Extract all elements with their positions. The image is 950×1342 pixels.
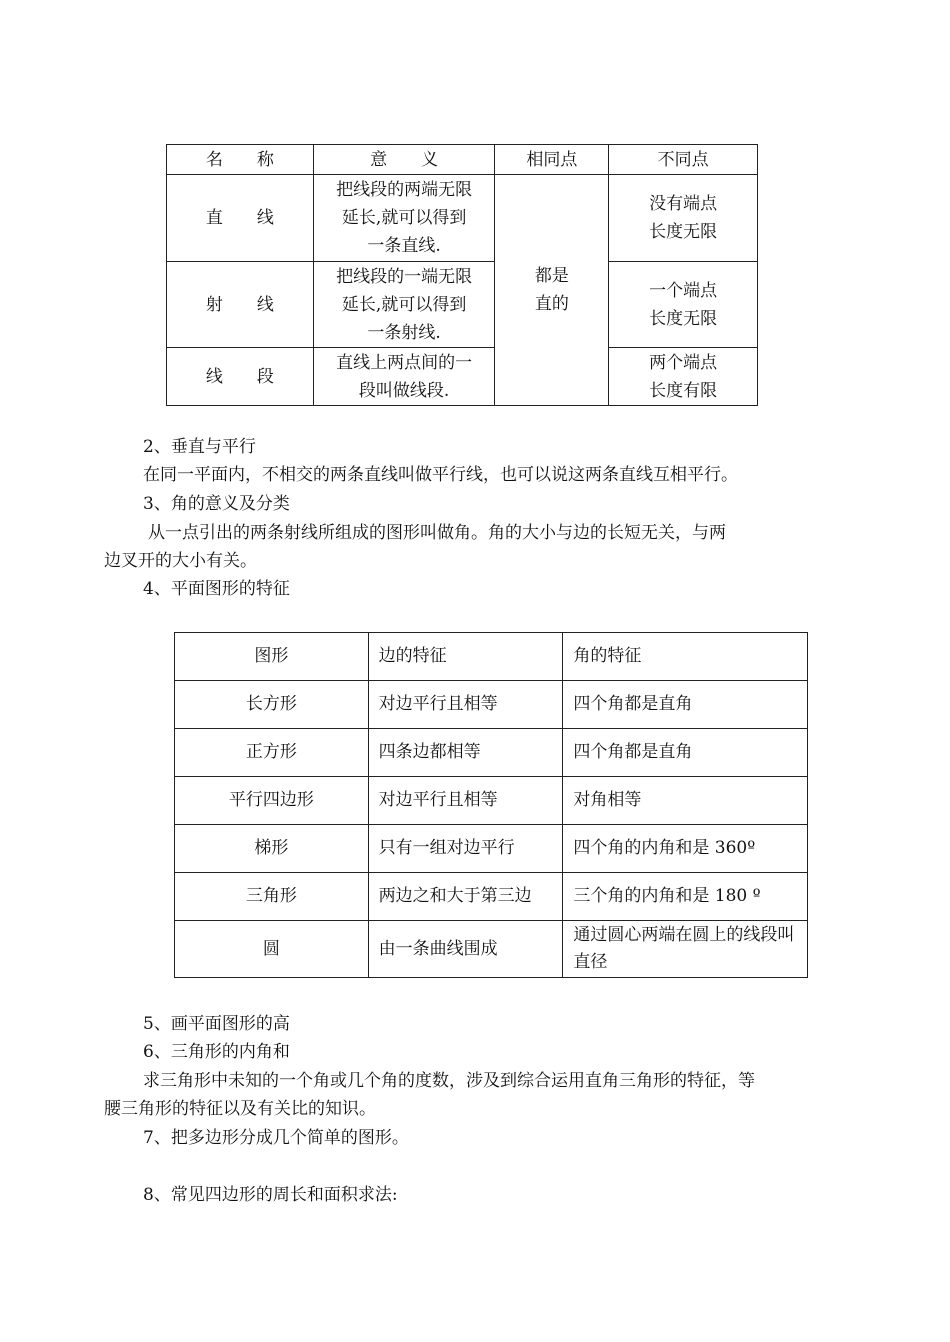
table-header-row bbox=[175, 633, 808, 681]
row-name: 直 线 bbox=[167, 175, 314, 262]
table-row bbox=[167, 175, 758, 262]
row-diff: 两个端点 长度有限 bbox=[609, 348, 758, 406]
side-feature: 对边平行且相等 bbox=[368, 777, 563, 825]
section-6-text-line-2: 腰三角形的特征以及有关比的知识。 bbox=[104, 1099, 376, 1119]
section-4-heading: 4、平面图形的特征 bbox=[143, 579, 290, 599]
table-row bbox=[175, 729, 808, 777]
shapes-features-table bbox=[174, 632, 808, 978]
row-diff: 没有端点 长度无限 bbox=[609, 175, 758, 262]
section-7-heading: 7、把多边形分成几个简单的图形。 bbox=[143, 1128, 409, 1148]
table-header-row bbox=[167, 145, 758, 175]
side-feature: 四条边都相等 bbox=[368, 729, 563, 777]
header-angle-feature: 角的特征 bbox=[563, 633, 808, 681]
table-row bbox=[167, 262, 758, 348]
table-row bbox=[167, 348, 758, 406]
row-diff: 一个端点 长度无限 bbox=[609, 262, 758, 348]
section-2-text: 在同一平面内，不相交的两条直线叫做平行线，也可以说这两条直线互相平行。 bbox=[143, 465, 738, 485]
section-3-heading: 3、角的意义及分类 bbox=[143, 494, 290, 514]
side-feature: 两边之和大于第三边 bbox=[368, 873, 563, 921]
shape-name: 圆 bbox=[175, 921, 369, 978]
angle-feature: 四个角都是直角 bbox=[563, 729, 808, 777]
table-row bbox=[175, 777, 808, 825]
section-3-text-line-1: 从一点引出的两条射线所组成的图形叫做角。角的大小与边的长短无关，与两 bbox=[148, 523, 726, 543]
header-meaning: 意 义 bbox=[313, 145, 495, 175]
section-8-heading: 8、常见四边形的周长和面积求法: bbox=[143, 1185, 398, 1205]
row-meaning: 把线段的一端无限 延长,就可以得到 一条射线. bbox=[313, 262, 495, 348]
shape-name: 平行四边形 bbox=[175, 777, 369, 825]
angle-feature: 通过圆心两端在圆上的线段叫直径 bbox=[563, 921, 808, 978]
section-2-heading: 2、垂直与平行 bbox=[143, 437, 256, 457]
header-same: 相同点 bbox=[495, 145, 609, 175]
section-6-heading: 6、三角形的内角和 bbox=[143, 1042, 290, 1062]
section-6-text-line-1: 求三角形中未知的一个角或几个角的度数，涉及到综合运用直角三角形的特征，等 bbox=[143, 1071, 755, 1091]
section-3-text-line-2: 边叉开的大小有关。 bbox=[104, 551, 257, 571]
table-row bbox=[175, 825, 808, 873]
section-5-heading: 5、画平面图形的高 bbox=[143, 1014, 290, 1034]
shape-name: 正方形 bbox=[175, 729, 369, 777]
table-row bbox=[175, 681, 808, 729]
same-point-cell: 都是 直的 bbox=[495, 175, 609, 406]
header-side-feature: 边的特征 bbox=[368, 633, 563, 681]
header-shape: 图形 bbox=[175, 633, 369, 681]
row-name: 射 线 bbox=[167, 262, 314, 348]
angle-feature: 对角相等 bbox=[563, 777, 808, 825]
row-meaning: 直线上两点间的一 段叫做线段. bbox=[313, 348, 495, 406]
angle-feature: 四个角的内角和是 360º bbox=[563, 825, 808, 873]
angle-feature: 三个角的内角和是 180 º bbox=[563, 873, 808, 921]
side-feature: 对边平行且相等 bbox=[368, 681, 563, 729]
shape-name: 长方形 bbox=[175, 681, 369, 729]
angle-feature: 四个角都是直角 bbox=[563, 681, 808, 729]
table-row bbox=[175, 873, 808, 921]
shape-name: 梯形 bbox=[175, 825, 369, 873]
row-meaning: 把线段的两端无限 延长,就可以得到 一条直线. bbox=[313, 175, 495, 262]
side-feature: 只有一组对边平行 bbox=[368, 825, 563, 873]
shape-name: 三角形 bbox=[175, 873, 369, 921]
lines-comparison-table bbox=[166, 144, 758, 406]
side-feature: 由一条曲线围成 bbox=[368, 921, 563, 978]
row-name: 线 段 bbox=[167, 348, 314, 406]
table-row bbox=[175, 921, 808, 978]
header-name: 名 称 bbox=[167, 145, 314, 175]
header-diff: 不同点 bbox=[609, 145, 758, 175]
